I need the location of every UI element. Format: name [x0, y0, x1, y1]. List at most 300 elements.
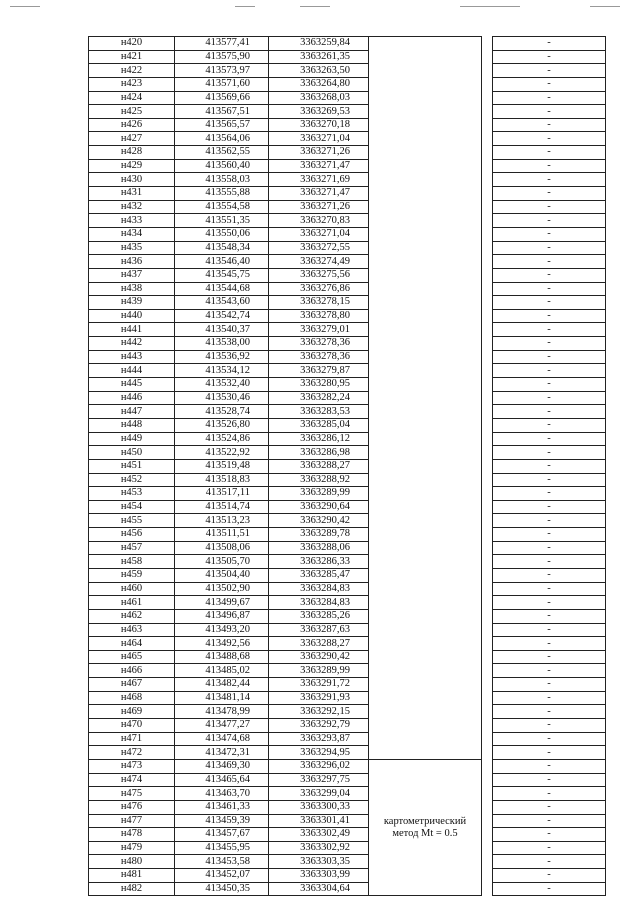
gap-cell [482, 855, 493, 869]
table-row [89, 800, 606, 814]
table-row [89, 719, 606, 733]
x-coordinate-cell: 413465,64 [175, 773, 269, 787]
note-cell: - [493, 869, 606, 883]
x-coordinate-cell: 413461,33 [175, 800, 269, 814]
y-coordinate-cell: 3363285,47 [269, 568, 369, 582]
x-coordinate-cell: 413528,74 [175, 405, 269, 419]
point-name-cell: н447 [89, 405, 175, 419]
note-cell: - [493, 814, 606, 828]
note-cell: - [493, 555, 606, 569]
x-coordinate-cell: 413538,00 [175, 337, 269, 351]
x-coordinate-cell: 413532,40 [175, 378, 269, 392]
point-name-cell: н449 [89, 432, 175, 446]
y-coordinate-cell: 3363288,27 [269, 459, 369, 473]
x-coordinate-cell: 413548,34 [175, 241, 269, 255]
point-name-cell: н474 [89, 773, 175, 787]
gap-cell [482, 459, 493, 473]
gap-cell [482, 568, 493, 582]
x-coordinate-cell: 413457,67 [175, 828, 269, 842]
coordinates-table [88, 36, 606, 896]
table-row [89, 691, 606, 705]
gap-cell [482, 555, 493, 569]
note-cell: - [493, 596, 606, 610]
table-row [89, 773, 606, 787]
y-coordinate-cell: 3363285,04 [269, 418, 369, 432]
y-coordinate-cell: 3363279,01 [269, 323, 369, 337]
note-cell: - [493, 187, 606, 201]
note-cell: - [493, 268, 606, 282]
table-row [89, 582, 606, 596]
gap-cell [482, 814, 493, 828]
y-coordinate-cell: 3363290,42 [269, 650, 369, 664]
gap-cell [482, 50, 493, 64]
table-row [89, 814, 606, 828]
table-row [89, 473, 606, 487]
table-row [89, 268, 606, 282]
point-name-cell: н479 [89, 841, 175, 855]
y-coordinate-cell: 3363289,99 [269, 487, 369, 501]
point-name-cell: н433 [89, 214, 175, 228]
method-cell [369, 759, 482, 895]
x-coordinate-cell: 413477,27 [175, 719, 269, 733]
gap-cell [482, 364, 493, 378]
x-coordinate-cell: 413542,74 [175, 309, 269, 323]
x-coordinate-cell: 413565,57 [175, 118, 269, 132]
gap-cell [482, 637, 493, 651]
table-row [89, 378, 606, 392]
gap-cell [482, 746, 493, 760]
table-row [89, 678, 606, 692]
gap-cell [482, 432, 493, 446]
note-cell: - [493, 568, 606, 582]
x-coordinate-cell: 413492,56 [175, 637, 269, 651]
y-coordinate-cell: 3363278,15 [269, 296, 369, 310]
x-coordinate-cell: 413505,70 [175, 555, 269, 569]
point-name-cell: н481 [89, 869, 175, 883]
note-cell: - [493, 296, 606, 310]
x-coordinate-cell: 413517,11 [175, 487, 269, 501]
y-coordinate-cell: 3363299,04 [269, 787, 369, 801]
table-row [89, 146, 606, 160]
y-coordinate-cell: 3363300,33 [269, 800, 369, 814]
note-cell: - [493, 37, 606, 51]
y-coordinate-cell: 3363286,12 [269, 432, 369, 446]
note-cell: - [493, 432, 606, 446]
note-cell: - [493, 787, 606, 801]
y-coordinate-cell: 3363283,53 [269, 405, 369, 419]
gap-cell [482, 487, 493, 501]
table-row [89, 637, 606, 651]
gap-cell [482, 159, 493, 173]
note-cell: - [493, 364, 606, 378]
table-row [89, 364, 606, 378]
y-coordinate-cell: 3363286,98 [269, 446, 369, 460]
table-row [89, 309, 606, 323]
gap-cell [482, 787, 493, 801]
note-cell: - [493, 705, 606, 719]
note-cell: - [493, 528, 606, 542]
note-cell: - [493, 337, 606, 351]
point-name-cell: н429 [89, 159, 175, 173]
method-text-line2: метод Mt = 0.5 [392, 827, 458, 839]
table-row [89, 528, 606, 542]
gap-cell [482, 582, 493, 596]
note-cell: - [493, 50, 606, 64]
x-coordinate-cell: 413567,51 [175, 105, 269, 119]
gap-cell [482, 719, 493, 733]
gap-cell [482, 173, 493, 187]
table-row [89, 187, 606, 201]
table-row [89, 432, 606, 446]
x-coordinate-cell: 413569,66 [175, 91, 269, 105]
point-name-cell: н438 [89, 282, 175, 296]
y-coordinate-cell: 3363271,04 [269, 132, 369, 146]
gap-cell [482, 705, 493, 719]
point-name-cell: н482 [89, 882, 175, 896]
y-coordinate-cell: 3363272,55 [269, 241, 369, 255]
point-name-cell: н458 [89, 555, 175, 569]
note-cell: - [493, 828, 606, 842]
point-name-cell: н466 [89, 664, 175, 678]
x-coordinate-cell: 413544,68 [175, 282, 269, 296]
table-row [89, 50, 606, 64]
note-cell: - [493, 500, 606, 514]
y-coordinate-cell: 3363271,04 [269, 227, 369, 241]
gap-cell [482, 268, 493, 282]
x-coordinate-cell: 413540,37 [175, 323, 269, 337]
table-row [89, 200, 606, 214]
note-cell: - [493, 350, 606, 364]
table-row [89, 64, 606, 78]
point-name-cell: н434 [89, 227, 175, 241]
method-text-line1: картометрический [383, 815, 467, 827]
point-name-cell: н459 [89, 568, 175, 582]
x-coordinate-cell: 413577,41 [175, 37, 269, 51]
x-coordinate-cell: 413526,80 [175, 418, 269, 432]
note-cell: - [493, 405, 606, 419]
table-row [89, 541, 606, 555]
point-name-cell: н431 [89, 187, 175, 201]
gap-cell [482, 64, 493, 78]
y-coordinate-cell: 3363290,64 [269, 500, 369, 514]
table-row [89, 705, 606, 719]
x-coordinate-cell: 413481,14 [175, 691, 269, 705]
note-cell: - [493, 309, 606, 323]
point-name-cell: н470 [89, 719, 175, 733]
y-coordinate-cell: 3363261,35 [269, 50, 369, 64]
y-coordinate-cell: 3363271,69 [269, 173, 369, 187]
y-coordinate-cell: 3363302,92 [269, 841, 369, 855]
x-coordinate-cell: 413536,92 [175, 350, 269, 364]
x-coordinate-cell: 413452,07 [175, 869, 269, 883]
x-coordinate-cell: 413472,31 [175, 746, 269, 760]
point-name-cell: н437 [89, 268, 175, 282]
note-cell: - [493, 391, 606, 405]
y-coordinate-cell: 3363286,33 [269, 555, 369, 569]
note-cell: - [493, 91, 606, 105]
gap-cell [482, 514, 493, 528]
note-cell: - [493, 855, 606, 869]
note-cell: - [493, 323, 606, 337]
point-name-cell: н476 [89, 800, 175, 814]
table-row [89, 337, 606, 351]
y-coordinate-cell: 3363278,36 [269, 350, 369, 364]
x-coordinate-cell: 413555,88 [175, 187, 269, 201]
gap-cell [482, 759, 493, 773]
note-cell: - [493, 541, 606, 555]
note-cell: - [493, 691, 606, 705]
y-coordinate-cell: 3363288,92 [269, 473, 369, 487]
table-row [89, 214, 606, 228]
y-coordinate-cell: 3363271,26 [269, 146, 369, 160]
table-row [89, 650, 606, 664]
point-name-cell: н469 [89, 705, 175, 719]
note-cell: - [493, 378, 606, 392]
point-name-cell: н465 [89, 650, 175, 664]
y-coordinate-cell: 3363270,83 [269, 214, 369, 228]
point-name-cell: н456 [89, 528, 175, 542]
point-name-cell: н477 [89, 814, 175, 828]
x-coordinate-cell: 413518,83 [175, 473, 269, 487]
y-coordinate-cell: 3363292,15 [269, 705, 369, 719]
x-coordinate-cell: 413573,97 [175, 64, 269, 78]
table-row [89, 255, 606, 269]
table-row [89, 105, 606, 119]
gap-cell [482, 296, 493, 310]
point-name-cell: н423 [89, 77, 175, 91]
table-row [89, 282, 606, 296]
point-name-cell: н443 [89, 350, 175, 364]
table-row [89, 132, 606, 146]
point-name-cell: н448 [89, 418, 175, 432]
gap-cell [482, 187, 493, 201]
note-cell: - [493, 746, 606, 760]
point-name-cell: н463 [89, 623, 175, 637]
note-cell: - [493, 64, 606, 78]
x-coordinate-cell: 413534,12 [175, 364, 269, 378]
point-name-cell: н426 [89, 118, 175, 132]
table-row [89, 159, 606, 173]
note-cell: - [493, 637, 606, 651]
y-coordinate-cell: 3363289,78 [269, 528, 369, 542]
y-coordinate-cell: 3363278,36 [269, 337, 369, 351]
gap-cell [482, 541, 493, 555]
gap-cell [482, 323, 493, 337]
y-coordinate-cell: 3363301,41 [269, 814, 369, 828]
x-coordinate-cell: 413463,70 [175, 787, 269, 801]
point-name-cell: н451 [89, 459, 175, 473]
gap-cell [482, 650, 493, 664]
point-name-cell: н464 [89, 637, 175, 651]
table-row [89, 91, 606, 105]
point-name-cell: н475 [89, 787, 175, 801]
point-name-cell: н467 [89, 678, 175, 692]
note-cell: - [493, 105, 606, 119]
point-name-cell: н478 [89, 828, 175, 842]
gap-cell [482, 378, 493, 392]
y-coordinate-cell: 3363269,53 [269, 105, 369, 119]
point-name-cell: н427 [89, 132, 175, 146]
point-name-cell: н439 [89, 296, 175, 310]
y-coordinate-cell: 3363259,84 [269, 37, 369, 51]
table-row [89, 241, 606, 255]
note-cell: - [493, 473, 606, 487]
gap-cell [482, 828, 493, 842]
gap-cell [482, 773, 493, 787]
gap-cell [482, 732, 493, 746]
y-coordinate-cell: 3363288,06 [269, 541, 369, 555]
note-cell: - [493, 227, 606, 241]
point-name-cell: н450 [89, 446, 175, 460]
x-coordinate-cell: 413450,35 [175, 882, 269, 896]
table-row [89, 568, 606, 582]
gap-cell [482, 91, 493, 105]
gap-cell [482, 391, 493, 405]
table-row [89, 323, 606, 337]
x-coordinate-cell: 413485,02 [175, 664, 269, 678]
note-cell: - [493, 159, 606, 173]
gap-cell [482, 800, 493, 814]
note-cell: - [493, 255, 606, 269]
table-row [89, 37, 606, 51]
note-cell: - [493, 132, 606, 146]
x-coordinate-cell: 413522,92 [175, 446, 269, 460]
table-row [89, 869, 606, 883]
x-coordinate-cell: 413530,46 [175, 391, 269, 405]
y-coordinate-cell: 3363280,95 [269, 378, 369, 392]
gap-cell [482, 596, 493, 610]
y-coordinate-cell: 3363289,99 [269, 664, 369, 678]
table-row [89, 787, 606, 801]
gap-cell [482, 214, 493, 228]
gap-cell [482, 609, 493, 623]
x-coordinate-cell: 413575,90 [175, 50, 269, 64]
table-row [89, 555, 606, 569]
y-coordinate-cell: 3363293,87 [269, 732, 369, 746]
table-row [89, 296, 606, 310]
note-cell: - [493, 719, 606, 733]
x-coordinate-cell: 413508,06 [175, 541, 269, 555]
point-name-cell: н444 [89, 364, 175, 378]
point-name-cell: н455 [89, 514, 175, 528]
y-coordinate-cell: 3363304,64 [269, 882, 369, 896]
gap-cell [482, 227, 493, 241]
table-row [89, 609, 606, 623]
gap-cell [482, 241, 493, 255]
x-coordinate-cell: 413511,51 [175, 528, 269, 542]
x-coordinate-cell: 413558,03 [175, 173, 269, 187]
y-coordinate-cell: 3363274,49 [269, 255, 369, 269]
y-coordinate-cell: 3363282,24 [269, 391, 369, 405]
x-coordinate-cell: 413496,87 [175, 609, 269, 623]
y-coordinate-cell: 3363271,47 [269, 159, 369, 173]
note-cell: - [493, 882, 606, 896]
table-row [89, 118, 606, 132]
point-name-cell: н442 [89, 337, 175, 351]
table-row [89, 828, 606, 842]
note-cell: - [493, 200, 606, 214]
x-coordinate-cell: 413513,23 [175, 514, 269, 528]
table-row [89, 77, 606, 91]
note-cell: - [493, 664, 606, 678]
x-coordinate-cell: 413488,68 [175, 650, 269, 664]
y-coordinate-cell: 3363291,93 [269, 691, 369, 705]
note-cell: - [493, 514, 606, 528]
y-coordinate-cell: 3363268,03 [269, 91, 369, 105]
table-row [89, 446, 606, 460]
y-coordinate-cell: 3363294,95 [269, 746, 369, 760]
y-coordinate-cell: 3363278,80 [269, 309, 369, 323]
table-row [89, 391, 606, 405]
table-row [89, 596, 606, 610]
point-name-cell: н457 [89, 541, 175, 555]
x-coordinate-cell: 413545,75 [175, 268, 269, 282]
note-cell: - [493, 77, 606, 91]
note-cell: - [493, 487, 606, 501]
point-name-cell: н420 [89, 37, 175, 51]
point-name-cell: н445 [89, 378, 175, 392]
x-coordinate-cell: 413519,48 [175, 459, 269, 473]
y-coordinate-cell: 3363285,26 [269, 609, 369, 623]
note-cell: - [493, 214, 606, 228]
gap-cell [482, 841, 493, 855]
y-coordinate-cell: 3363275,56 [269, 268, 369, 282]
gap-cell [482, 350, 493, 364]
point-name-cell: н421 [89, 50, 175, 64]
y-coordinate-cell: 3363271,47 [269, 187, 369, 201]
note-cell: - [493, 282, 606, 296]
x-coordinate-cell: 413543,60 [175, 296, 269, 310]
x-coordinate-cell: 413564,06 [175, 132, 269, 146]
note-cell: - [493, 773, 606, 787]
gap-cell [482, 405, 493, 419]
y-coordinate-cell: 3363296,02 [269, 759, 369, 773]
y-coordinate-cell: 3363292,79 [269, 719, 369, 733]
table-row [89, 514, 606, 528]
point-name-cell: н472 [89, 746, 175, 760]
x-coordinate-cell: 413493,20 [175, 623, 269, 637]
point-name-cell: н471 [89, 732, 175, 746]
note-cell: - [493, 118, 606, 132]
point-name-cell: н440 [89, 309, 175, 323]
point-name-cell: н460 [89, 582, 175, 596]
gap-cell [482, 869, 493, 883]
y-coordinate-cell: 3363270,18 [269, 118, 369, 132]
note-cell: - [493, 609, 606, 623]
gap-cell [482, 446, 493, 460]
point-name-cell: н425 [89, 105, 175, 119]
x-coordinate-cell: 413562,55 [175, 146, 269, 160]
table-row [89, 459, 606, 473]
y-coordinate-cell: 3363279,87 [269, 364, 369, 378]
y-coordinate-cell: 3363263,50 [269, 64, 369, 78]
table-row [89, 732, 606, 746]
note-cell: - [493, 759, 606, 773]
note-cell: - [493, 623, 606, 637]
table-row [89, 855, 606, 869]
table-row [89, 487, 606, 501]
point-name-cell: н430 [89, 173, 175, 187]
y-coordinate-cell: 3363264,80 [269, 77, 369, 91]
point-name-cell: н453 [89, 487, 175, 501]
gap-cell [482, 200, 493, 214]
table-row [89, 405, 606, 419]
note-cell: - [493, 678, 606, 692]
x-coordinate-cell: 413478,99 [175, 705, 269, 719]
y-coordinate-cell: 3363284,83 [269, 582, 369, 596]
gap-cell [482, 528, 493, 542]
gap-cell [482, 337, 493, 351]
